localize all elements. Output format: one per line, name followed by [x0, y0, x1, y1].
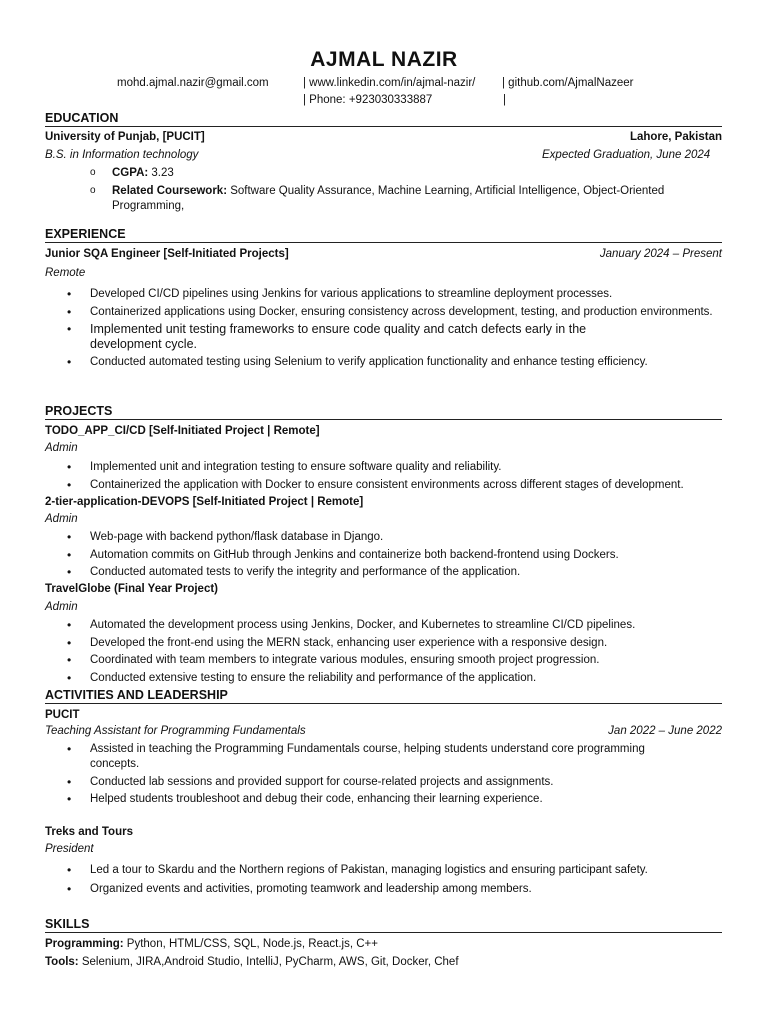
project-role: Admin	[45, 601, 78, 613]
education-location: Lahore, Pakistan	[629, 131, 722, 143]
list-item: • Led a tour to Skardu and the Northern regions of Pakistan, managing logistics and ensuring participant safety.	[45, 863, 725, 878]
contact-github[interactable]: | github.com/AjmalNazeer	[502, 77, 634, 89]
project-title: 2-tier-application-DEVOPS [Self-Initiated Project | Remote]	[45, 496, 364, 508]
activity-org: PUCIT	[45, 709, 80, 721]
experience-location: Remote	[45, 267, 86, 279]
education-cgpa: o CGPA: 3.23	[45, 166, 725, 181]
list-item: • Web-page with backend python/flask database in Django.	[45, 530, 725, 545]
list-item: • Conducted extensive testing to ensure the reliability and performance of the application.	[45, 671, 725, 686]
activity-role: President	[45, 843, 94, 855]
project-role: Admin	[45, 442, 78, 454]
education-graduation: Expected Graduation, June 2024	[542, 149, 711, 161]
list-item: • Implemented unit testing frameworks to ensure code quality and catch defects early in the development cycle.	[45, 322, 650, 352]
activity-bullets	[45, 742, 725, 810]
contact-email[interactable]: mohd.ajmal.nazir@gmail.com	[117, 77, 269, 89]
experience-dates: January 2024 – Present	[599, 248, 722, 260]
skills-programming: Programming: Python, HTML/CSS, SQL, Node.js, React.js, C++	[45, 938, 378, 950]
contact-separator: |	[503, 94, 506, 106]
list-item: • Conducted lab sessions and provided support for course-related projects and assignments.	[45, 775, 725, 790]
project-bullets	[45, 618, 725, 688]
list-item: • Containerized applications using Docker, ensuring consistency across development, testing, and production environments.	[45, 305, 725, 320]
skills-tools: Tools: Selenium, JIRA,Android Studio, IntelliJ, PyCharm, AWS, Git, Docker, Chef	[45, 956, 459, 968]
section-heading-experience: EXPERIENCE	[45, 227, 722, 243]
list-item: • Conducted automated testing using Selenium to verify application functionality and enhance testing efficiency.	[45, 355, 725, 370]
list-item: • Conducted automated tests to verify the integrity and performance of the application.	[45, 565, 725, 580]
activity-org: Treks and Tours	[45, 826, 133, 838]
list-item: • Automation commits on GitHub through Jenkins and containerize both backend-frontend using Dockers.	[45, 548, 725, 563]
project-bullets	[45, 530, 725, 583]
experience-bullets	[45, 287, 725, 372]
section-heading-projects: PROJECTS	[45, 404, 722, 420]
list-item: • Developed CI/CD pipelines using Jenkins for various applications to streamline deployment processes.	[45, 287, 725, 302]
section-heading-education: EDUCATION	[45, 111, 722, 127]
activity-dates: Jan 2022 – June 2022	[608, 725, 722, 737]
activity-bullets	[45, 863, 725, 900]
list-item: • Organized events and activities, promoting teamwork and leadership among members.	[45, 882, 725, 897]
list-item: • Implemented unit and integration testing to ensure software quality and reliability.	[45, 460, 725, 475]
project-role: Admin	[45, 513, 78, 525]
project-title: TravelGlobe (Final Year Project)	[45, 583, 218, 595]
project-title: TODO_APP_CI/CD [Self-Initiated Project | Remote]	[45, 425, 320, 437]
project-bullets	[45, 460, 725, 495]
list-item: • Containerized the application with Docker to ensure consistent environments across different stages of development.	[45, 478, 725, 493]
list-item: • Assisted in teaching the Programming Fundamentals course, helping students understand core programming concepts.	[45, 742, 690, 772]
contact-linkedin[interactable]: | www.linkedin.com/in/ajmal-nazir/	[303, 77, 476, 89]
education-coursework: o Related Coursework: Software Quality Assurance, Machine Learning, Artificial Intelligence, Object-Oriented Programming,	[45, 184, 732, 214]
activity-role: Teaching Assistant for Programming Fundamentals	[45, 725, 306, 737]
resume-name: AJMAL NAZIR	[310, 48, 458, 71]
section-heading-activities: ACTIVITIES AND LEADERSHIP	[45, 688, 722, 704]
list-item: • Automated the development process using Jenkins, Docker, and Kubernetes to streamline CI/CD pipelines.	[45, 618, 725, 633]
contact-phone: | Phone: +923030333887	[303, 94, 433, 106]
section-heading-skills: SKILLS	[45, 917, 722, 933]
education-school: University of Punjab, [PUCIT]	[45, 131, 205, 143]
experience-title: Junior SQA Engineer [Self-Initiated Projects]	[45, 248, 289, 260]
list-item: • Developed the front-end using the MERN stack, enhancing user experience with a responsive design.	[45, 636, 725, 651]
list-item: • Coordinated with team members to integrate various modules, ensuring smooth project progression.	[45, 653, 725, 668]
education-details	[45, 166, 725, 214]
education-degree: B.S. in Information technology	[45, 149, 199, 161]
list-item: • Helped students troubleshoot and debug their code, enhancing their learning experience.	[45, 792, 725, 807]
